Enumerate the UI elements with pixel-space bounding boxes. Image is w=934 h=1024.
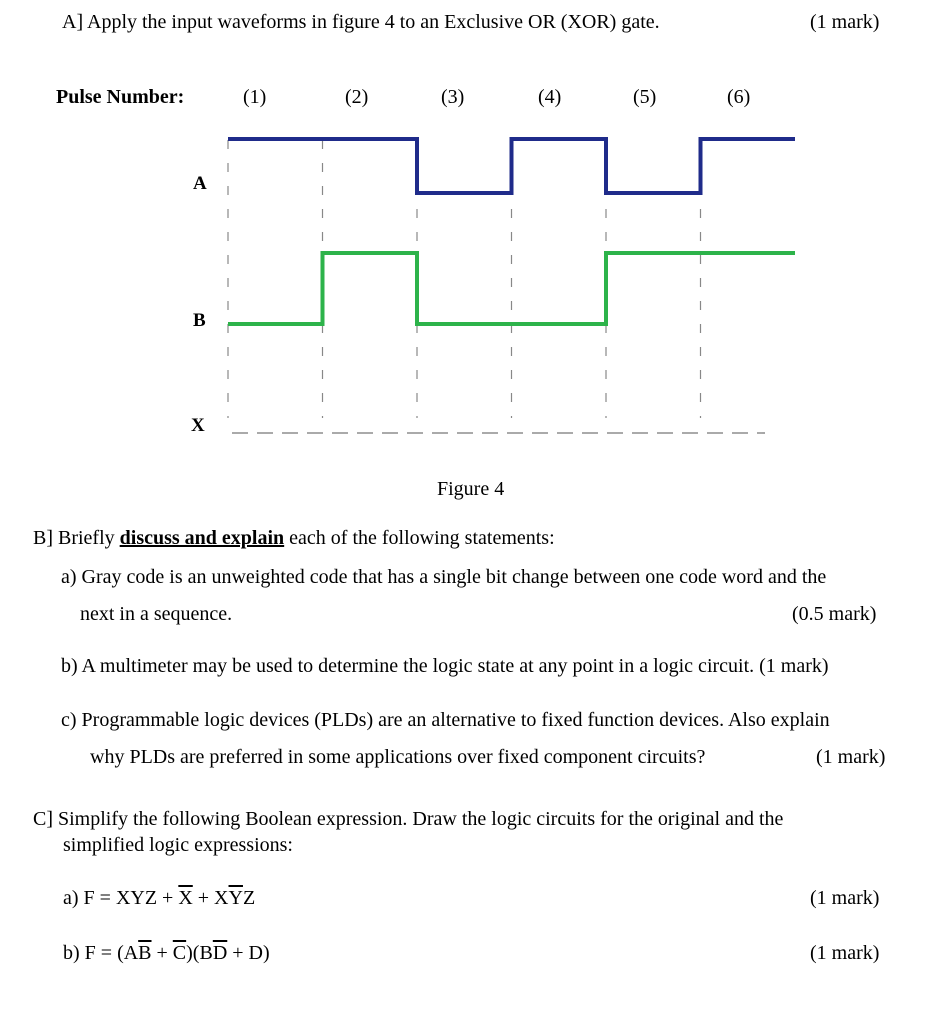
question-b-a-line2: next in a sequence.: [80, 603, 233, 625]
question-c-b-marks: (1 mark): [810, 942, 880, 964]
signal-a-label: A: [193, 173, 207, 194]
question-a-text: A] Apply the input waveforms in figure 4 to an Exclusive OR (XOR) gate.: [62, 11, 660, 33]
pulse-label-6: (6): [727, 86, 751, 108]
pulse-number-label: Pulse Number:: [56, 86, 185, 108]
timing-diagram: [0, 0, 934, 470]
emphasis-text: discuss and explain: [119, 527, 285, 549]
question-b-c-line2: why PLDs are preferred in some applications over fixed component circuits?: [90, 746, 706, 768]
signal-x-label: X: [191, 415, 205, 436]
question-c-a-expression: a) F = XYZ + $\overline{X} + X\overline{Y}Z$: [63, 887, 256, 909]
question-c-intro-line1: C] Simplify the following Boolean expression. Draw the logic circuits for the original and the: [33, 808, 784, 830]
question-a-marks: (1 mark): [810, 11, 880, 33]
question-b-c-marks: (1 mark): [816, 746, 886, 768]
question-b-intro: B] Briefly discuss and explain each of the following statements:: [33, 527, 555, 549]
question-b-c-line1: c) Programmable logic devices (PLDs) are an alternative to fixed function devices. Also explain: [61, 709, 830, 731]
question-b-b-line: b) A multimeter may be used to determine the logic state at any point in a logic circuit. (1 mark): [61, 655, 829, 677]
question-c-b-expression: b) $F = (A\overline{B} + \overline{C})(B\overline{D} + D)$: [63, 942, 270, 964]
question-b-a-line1: a) Gray code is an unweighted code that has a single bit change between one code word and the: [61, 566, 827, 588]
question-c-a-marks: (1 mark): [810, 887, 880, 909]
waveform-a: [228, 139, 795, 193]
pulse-label-4: (4): [538, 86, 562, 108]
signal-b-label: B: [193, 310, 206, 331]
pulse-label-2: (2): [345, 86, 369, 108]
pulse-label-3: (3): [441, 86, 465, 108]
figure-caption: Figure 4: [437, 478, 505, 500]
question-b-a-marks: (0.5 mark): [792, 603, 877, 625]
pulse-label-5: (5): [633, 86, 657, 108]
pulse-label-1: (1): [243, 86, 267, 108]
question-c-intro-line2: simplified logic expressions:: [63, 834, 293, 856]
pulse-guide-lines: [228, 140, 701, 418]
